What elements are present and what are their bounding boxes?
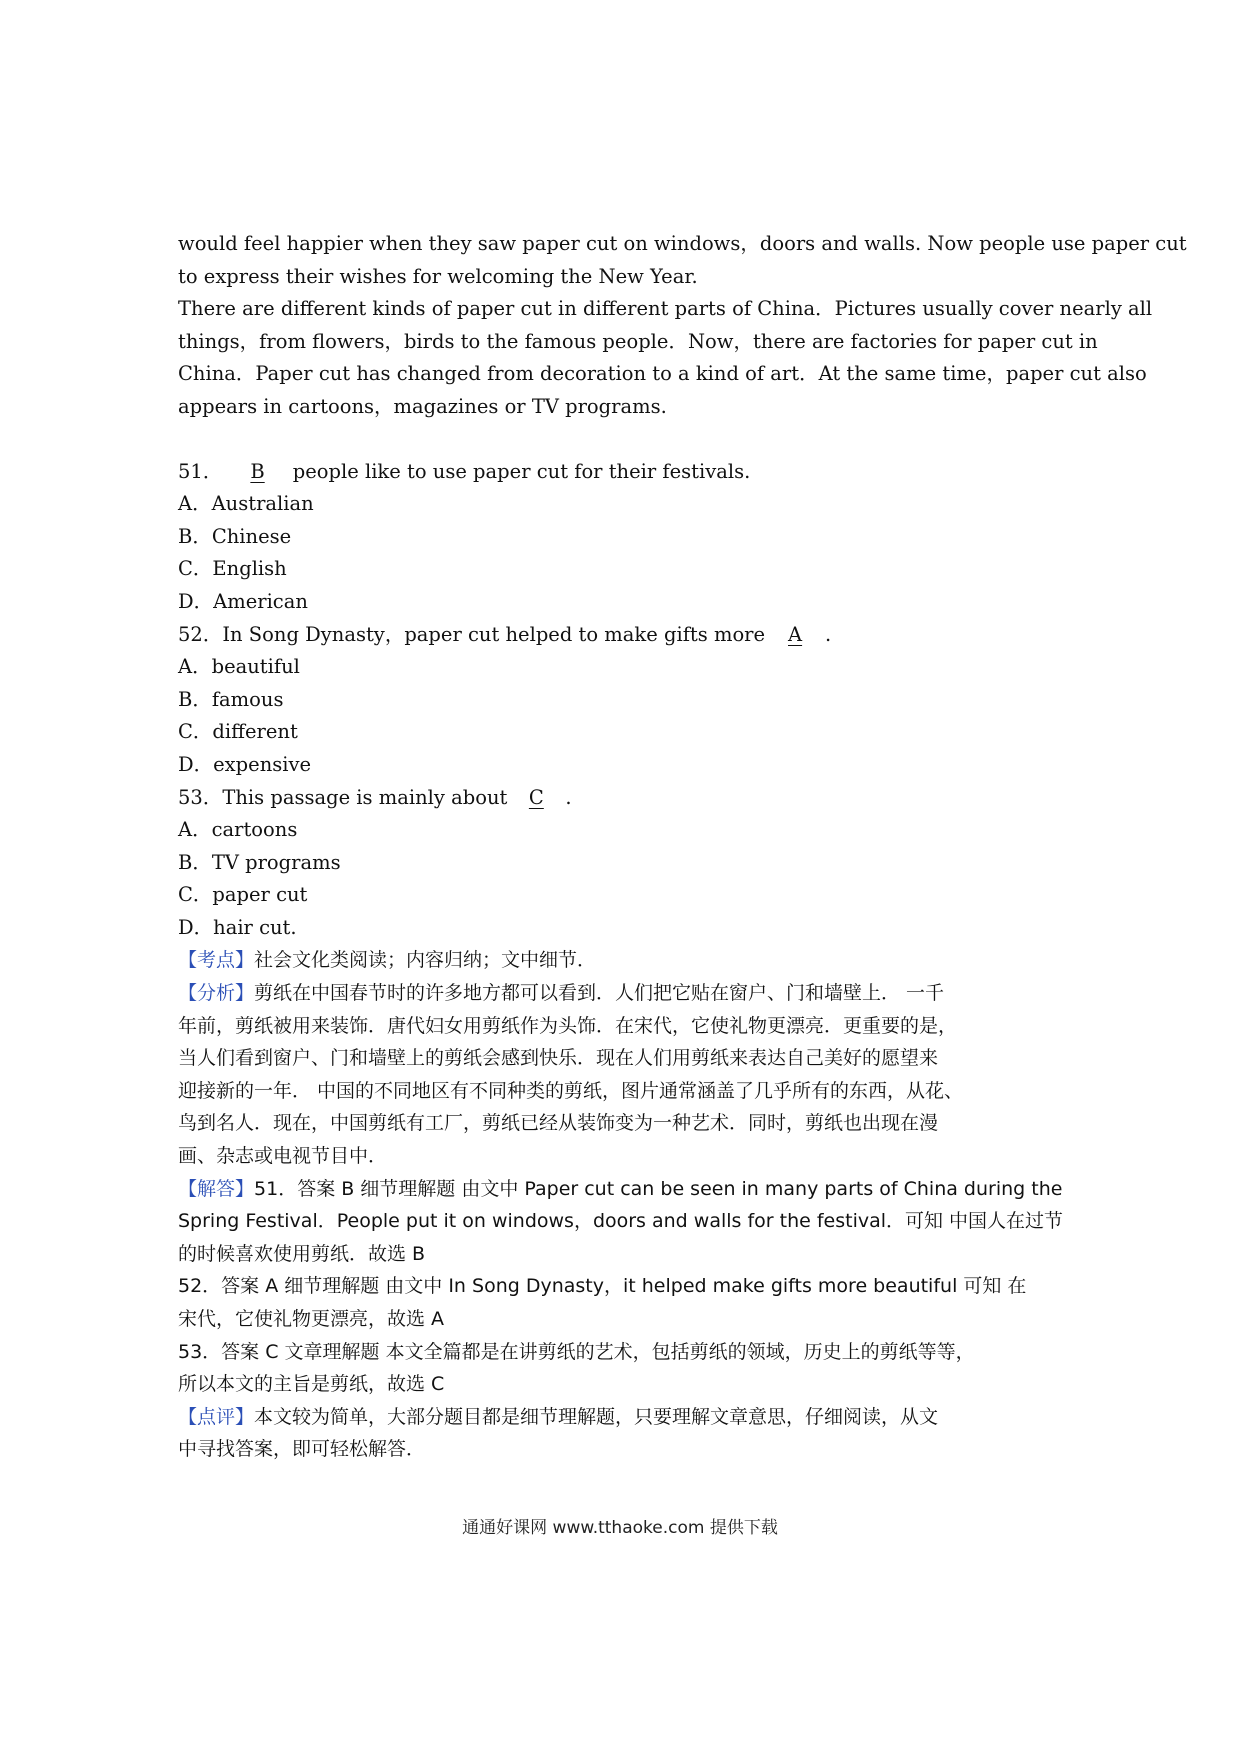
spacer xyxy=(178,424,1078,456)
question-52 xyxy=(178,619,1078,782)
option-c: C．different xyxy=(178,720,298,744)
jieda-line: Spring Festival．People put it on windows，doors and walls for the festival．可知 中国人在过节 xyxy=(178,1210,1064,1233)
jieda-text: 51．答案 B 细节理解题 由文中 Paper cut can be seen in many parts of China during the xyxy=(254,1177,1063,1200)
dianping-tag: 【点评】 xyxy=(178,1405,255,1428)
question-number: 53． xyxy=(178,785,223,809)
option-b: B．TV programs xyxy=(178,850,341,874)
question-51 xyxy=(178,456,1078,619)
passage-line: There are different kinds of paper cut in different parts of China．Pictures usually cover nearly all xyxy=(178,297,1153,321)
passage-line: things，from flowers，birds to the famous people．Now，there are factories for paper cut in xyxy=(178,329,1098,353)
question-text-end: . xyxy=(825,622,832,646)
question-stem xyxy=(178,619,1078,652)
document-body xyxy=(178,228,1187,1466)
jieda-line xyxy=(178,1173,1078,1206)
fenxi-line: 迎接新的一年． 中国的不同地区有不同种类的剪纸，图片通常涵盖了几乎所有的东西，从花、 xyxy=(178,1079,964,1102)
passage-line: to express their wishes for welcoming the New Year. xyxy=(178,264,698,288)
fenxi-line xyxy=(178,977,1078,1010)
option-c: C．English xyxy=(178,557,287,581)
answer-blank: C xyxy=(528,785,544,809)
jieda-tag: 【解答】 xyxy=(178,1177,255,1200)
passage-line: would feel happier when they saw paper cut on windows，doors and walls. Now people use paper cut xyxy=(178,232,1187,255)
kaodian-tag: 【考点】 xyxy=(178,949,255,972)
question-text: This passage is mainly about xyxy=(222,785,508,809)
option-d: D．hair cut. xyxy=(178,915,297,939)
passage xyxy=(178,228,1187,424)
passage-line: appears in cartoons，magazines or TV programs. xyxy=(178,394,667,418)
jieda-line: 宋代，它使礼物更漂亮，故选 A xyxy=(178,1308,445,1330)
jieda-line: 53．答案 C 文章理解题 本文全篇都是在讲剪纸的艺术，包括剪纸的领域，历史上的剪纸等等， xyxy=(178,1340,975,1363)
option-a: A．beautiful xyxy=(178,655,300,679)
passage-line: China．Paper cut has changed from decoration to a kind of art．At the same time，paper cut also xyxy=(178,362,1147,386)
jieda-line: 52．答案 A 细节理解题 由文中 In Song Dynasty，it helped make gifts more beautiful 可知 在 xyxy=(178,1275,1027,1298)
dianping-line: 中寻找答案，即可轻松解答． xyxy=(178,1438,426,1461)
question-stem xyxy=(178,456,1078,489)
fenxi-line: 年前，剪纸被用来装饰．唐代妇女用剪纸作为头饰．在宋代，它使礼物更漂亮．更重要的是， xyxy=(178,1014,958,1037)
kaodian-text: 社会文化类阅读；内容归纳；文中细节． xyxy=(254,949,597,972)
jieda-line: 的时候喜欢使用剪纸．故选 B xyxy=(178,1242,426,1265)
dianping-text: 本文较为简单，大部分题目都是细节理解题，只要理解文章意思，仔细阅读，从文 xyxy=(254,1405,939,1428)
option-d: D．American xyxy=(178,589,308,613)
page-footer: 通通好课网 www.tthaoke.com 提供下载 xyxy=(462,1518,778,1538)
answer-blank: A xyxy=(788,622,803,646)
question-53 xyxy=(178,782,1078,945)
option-b: B．Chinese xyxy=(178,524,292,548)
question-number: 51． xyxy=(178,459,223,483)
analysis-section xyxy=(178,944,1078,1466)
option-d: D．expensive xyxy=(178,752,312,776)
answer-blank: B xyxy=(250,459,265,483)
fenxi-line: 当人们看到窗户、门和墙壁上的剪纸会感到快乐．现在人们用剪纸来表达自己美好的愿望来 xyxy=(178,1047,939,1070)
question-text: In Song Dynasty，paper cut helped to make gifts more xyxy=(222,622,766,646)
fenxi-tag: 【分析】 xyxy=(178,982,255,1005)
fenxi-text: 剪纸在中国春节时的许多地方都可以看到．人们把它贴在窗户、门和墙壁上． 一千 xyxy=(254,982,945,1005)
question-text-end: . xyxy=(565,785,572,809)
jieda-line: 所以本文的主旨是剪纸，故选 C xyxy=(178,1373,445,1396)
option-b: B．famous xyxy=(178,687,284,711)
kaodian-line xyxy=(178,944,1078,977)
fenxi-line: 画、杂志或电视节目中． xyxy=(178,1145,388,1168)
question-text: people like to use paper cut for their festivals. xyxy=(292,459,751,483)
question-number: 52． xyxy=(178,622,223,646)
option-c: C．paper cut xyxy=(178,883,308,907)
option-a: A．cartoons xyxy=(178,818,298,842)
option-a: A．Australian xyxy=(178,492,314,516)
fenxi-line: 鸟到名人．现在，中国剪纸有工厂，剪纸已经从装饰变为一种艺术．同时，剪纸也出现在漫 xyxy=(178,1112,939,1135)
dianping-line xyxy=(178,1401,1078,1434)
question-stem xyxy=(178,782,1078,815)
